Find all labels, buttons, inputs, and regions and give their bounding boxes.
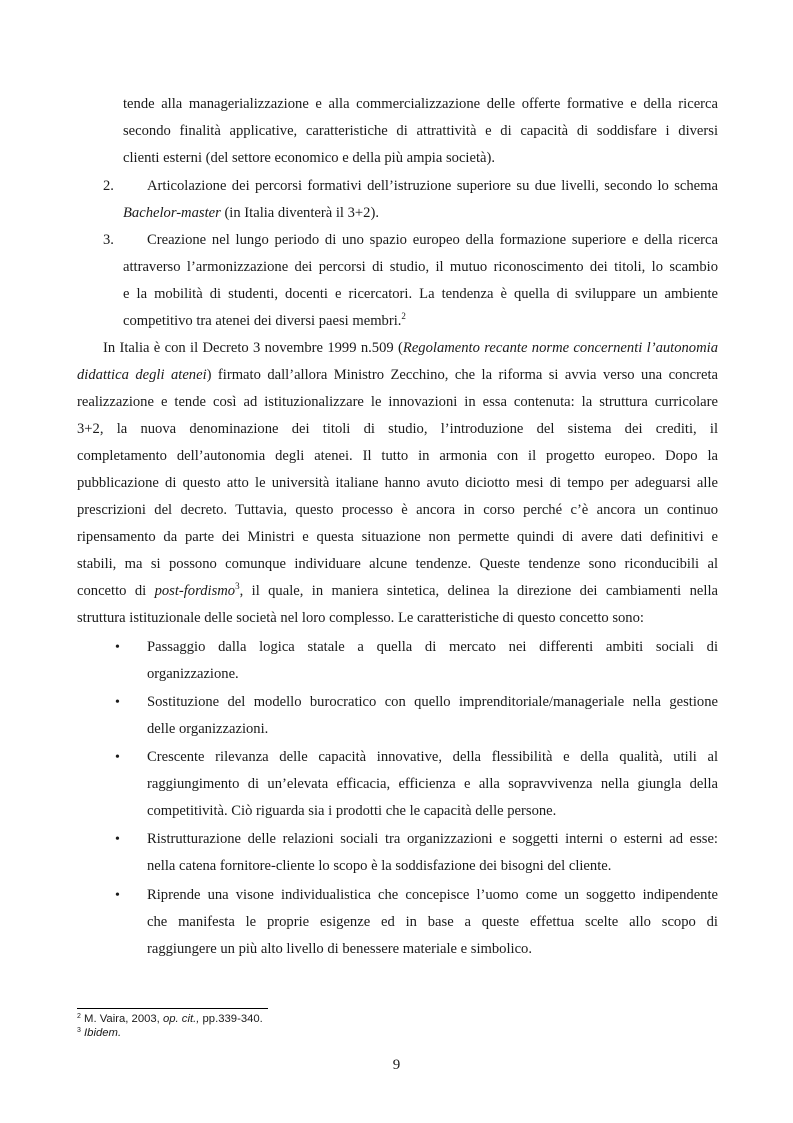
footnote-ref-2[interactable]: 2 bbox=[401, 311, 406, 321]
footnote-separator bbox=[77, 1008, 268, 1009]
footnote-2-text-a: M. Vaira, 2003, bbox=[80, 1013, 163, 1025]
paragraph-line-8: ripensamento da parte dei Ministri e questa situazione non permette quindi di avere dati definitivi e bbox=[77, 529, 718, 545]
bullet-2-line-2: delle organizzazioni. bbox=[147, 721, 269, 737]
bullet-icon: • bbox=[115, 750, 120, 765]
list-item-3-line-2: attraverso l’armonizzazione dei percorsi di studio, il mutuo riconoscimento dei titoli, lo scambio bbox=[123, 259, 718, 275]
footnote-2-text-b: pp.339-340. bbox=[199, 1013, 263, 1025]
bullet-icon: • bbox=[115, 832, 120, 847]
footnote-3-italic: Ibidem. bbox=[80, 1027, 122, 1039]
paragraph-line-1 bbox=[103, 339, 718, 357]
page-number: 9 bbox=[392, 1057, 401, 1073]
list-item-3-number: 3. bbox=[103, 232, 114, 248]
paragraph-line-10-a: concetto di bbox=[77, 583, 155, 599]
paragraph-line-10 bbox=[77, 582, 718, 600]
bullet-3-line-3: competitività. Ciò riguarda sia i prodotti che le capacità delle persone. bbox=[147, 803, 557, 819]
bullet-4-line-2: nella catena fornitore-cliente lo scopo è la soddisfazione dei bisogni del cliente. bbox=[147, 858, 612, 874]
bullet-5-line-1: Riprende una visone individualistica che concepisce l’uomo come un soggetto indipendente bbox=[147, 887, 718, 903]
bullet-2-line-1: Sostituzione del modello burocratico con quello imprenditoriale/manageriale nella gestione bbox=[147, 694, 718, 710]
paragraph-line-7: prescrizioni del decreto. Tuttavia, questo processo è ancora in corso perché c’è ancora un continuo bbox=[77, 502, 718, 518]
footnote-3-number: 3 bbox=[77, 1027, 81, 1034]
decree-title-part-1: Regolamento recante norme concernenti l’autonomia bbox=[402, 340, 718, 356]
paragraph-line-2 bbox=[77, 366, 718, 384]
bullet-4-line-1: Ristrutturazione delle relazioni sociali tra organizzazioni e soggetti interni o esterni ad esse: bbox=[147, 831, 718, 847]
paragraph-line-3: realizzazione e tende così ad istituzionalizzare le innovazioni in essa contenuta: la struttura curricolare bbox=[77, 394, 718, 410]
bullet-5-line-3: raggiungere un più alto livello di benessere materiale e simbolico. bbox=[147, 941, 532, 957]
paragraph-line-5: completamento dell’autonomia degli atenei. Il tutto in armonia con il progetto europeo. Dopo la bbox=[77, 448, 718, 464]
bullet-1-line-1: Passaggio dalla logica statale a quella di mercato nei differenti ambiti sociali di bbox=[147, 639, 718, 655]
bullet-5-line-2: che manifesta le proprie esigenze ed in base a queste effettua scelte allo scopo di bbox=[147, 914, 718, 930]
bullet-1-line-2: organizzazione. bbox=[147, 666, 239, 682]
list-item-2-line-1: Articolazione dei percorsi formativi dell’istruzione superiore su due livelli, secondo lo schema bbox=[147, 178, 718, 194]
paragraph-line-9: stabili, ma si possono comunque individuare alcune tendenze. Queste tendenze sono riconducibili al bbox=[77, 556, 718, 572]
bullet-3-line-2: raggiungimento di un’elevata efficacia, efficienza e alla sopravvivenza nella giungla della bbox=[147, 776, 718, 792]
paragraph-line-1-a: In Italia è con il Decreto 3 novembre 1999 n.509 ( bbox=[103, 340, 403, 356]
bullet-icon: • bbox=[115, 640, 120, 655]
footnote-2 bbox=[77, 1013, 263, 1026]
paragraph-line-6: pubblicazione di questo atto le università italiane hanno avuto diciotto mesi di tempo per adeguarsi alle bbox=[77, 475, 718, 491]
decree-title-part-2: didattica degli atenei bbox=[77, 367, 207, 383]
bullet-3-line-1: Crescente rilevanza delle capacità innovative, della flessibilità e della qualità, utili al bbox=[147, 749, 718, 765]
list-item-3-line-3: e la mobilità di studenti, docenti e ricercatori. La tendenza è quella di sviluppare un ambiente bbox=[123, 286, 718, 302]
list-item-3-line-4 bbox=[123, 312, 406, 330]
paragraph-line-2-rest: ) firmato dall’allora Ministro Zecchino, che la riforma si avvia verso una concreta bbox=[206, 367, 718, 383]
paragraph-line-10-rest: , il quale, in maniera sintetica, delinea la direzione dei cambiamenti nella bbox=[239, 583, 718, 599]
list-item-3-last-text: competitivo tra atenei dei diversi paesi membri. bbox=[123, 313, 402, 329]
bullet-icon: • bbox=[115, 695, 120, 710]
footnote-2-number: 2 bbox=[77, 1013, 81, 1020]
paragraph-line-11: struttura istituzionale delle società nel loro complesso. Le caratteristiche di questo concetto sono: bbox=[77, 610, 644, 626]
list-item-2-line-2-rest: (in Italia diventerà il 3+2). bbox=[220, 205, 379, 221]
footnote-2-italic: op. cit., bbox=[162, 1013, 200, 1025]
bullet-icon: • bbox=[115, 888, 120, 903]
footnote-ref-3[interactable]: 3 bbox=[235, 581, 240, 591]
list-item-3-line-1: Creazione nel lungo periodo di uno spazio europeo della formazione superiore e della ricerca bbox=[147, 232, 718, 248]
list-item-1-line-3: clienti esterni (del settore economico e della più ampia società). bbox=[123, 150, 495, 166]
paragraph-line-4: 3+2, la nuova denominazione dei titoli di studio, l’introduzione del sistema dei crediti, il bbox=[77, 421, 718, 437]
footnote-3 bbox=[77, 1027, 121, 1040]
list-item-2-number: 2. bbox=[103, 178, 114, 194]
list-item-2-line-2 bbox=[123, 204, 379, 222]
bachelor-master-term: Bachelor-master bbox=[123, 205, 221, 221]
post-fordismo-term: post-fordismo bbox=[154, 583, 236, 599]
list-item-1-line-1: tende alla managerializzazione e alla commercializzazione delle offerte formative e della ricerca bbox=[123, 96, 718, 112]
list-item-1-line-2: secondo finalità applicative, caratteristiche di attrattività e di capacità di soddisfare i diversi bbox=[123, 123, 718, 139]
